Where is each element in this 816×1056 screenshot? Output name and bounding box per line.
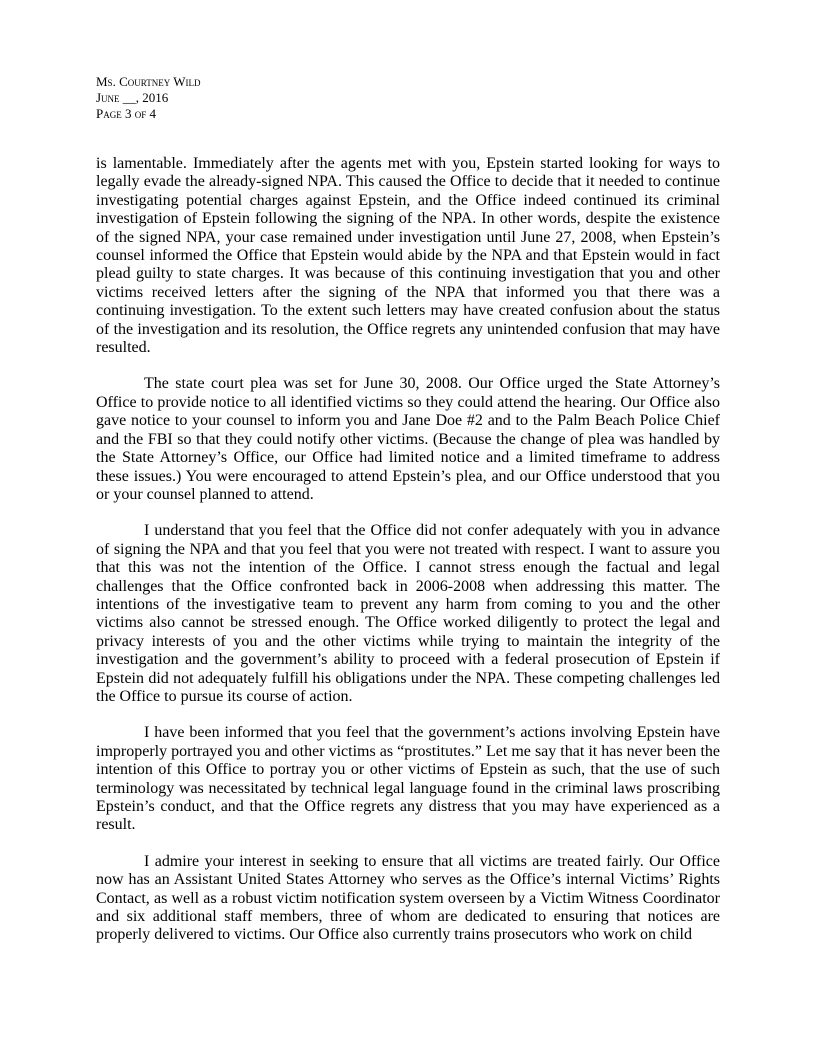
letter-header xyxy=(96,74,720,122)
paragraph-victims-rights: I admire your interest in seeking to ensure that all victims are treated fairly. Our Office now has an Assistant United States Attorney who serves as the Office’s internal Victims’ Rights Contact, as well as a robust victim notification system overseen by a Victim Witness Coordinator and six additional staff members, three of whom are dedicated to ensuring that notices are properly delivered to victims. Our Office also currently trains prosecutors who work on child xyxy=(96,852,720,944)
letter-body xyxy=(96,155,720,963)
recipient-line: Ms. Courtney Wild xyxy=(96,74,201,89)
date-line: June __, 2016 xyxy=(96,90,169,105)
paragraph-terminology: I have been informed that you feel that the government’s actions involving Epstein have improperly portrayed you and other victims as “prostitutes.” Let me say that it has never been the intention of this Office to portray you or other victims of Epstein as such, that the use of such terminology was necessitated by technical legal language found in the criminal laws proscribing Epstein’s conduct, and that the Office regrets any distress that you may have experienced as a result. xyxy=(96,724,720,834)
paragraph-conferral: I understand that you feel that the Office did not confer adequately with you in advance of signing the NPA and that you feel that you were not treated with respect. I want to assure you that this was not the intention of the Office. I cannot stress enough the factual and legal challenges that the Office confronted back in 2006-2008 when addressing this matter. The intentions of the investigative team to prevent any harm from coming to you and the other victims also cannot be stressed enough. The Office worked diligently to protect the legal and privacy interests of you and the other victims while trying to maintain the integrity of the investigation and the government’s ability to proceed with a federal prosecution of Epstein if Epstein did not adequately fulfill his obligations under the NPA. These competing challenges led the Office to pursue its course of action. xyxy=(96,522,720,705)
paragraph-continuation: is lamentable. Immediately after the agents met with you, Epstein started looking for ways to legally evade the already-signed NPA. This caused the Office to decide that it needed to continue investigating potential charges against Epstein, and the Office indeed continued its criminal investigation of Epstein following the signing of the NPA. In other words, despite the existence of the signed NPA, your case remained under investigation until June 27, 2008, when Epstein’s counsel informed the Office that Epstein would abide by the NPA and that Epstein would in fact plead guilty to state charges. It was because of this continuing investigation that you and other victims received letters after the signing of the NPA that informed you that there was a continuing investigation. To the extent such letters may have created confusion about the status of the investigation and its resolution, the Office regrets any unintended confusion that may have resulted. xyxy=(96,155,720,357)
paragraph-state-court-plea: The state court plea was set for June 30, 2008. Our Office urged the State Attorney’s Office to provide notice to all identified victims so they could attend the hearing. Our Office also gave notice to your counsel to inform you and Jane Doe #2 and to the Palm Beach Police Chief and the FBI so that they could notify other victims. (Because the change of plea was handled by the State Attorney’s Office, our Office had limited notice and a limited timeframe to address these issues.) You were encouraged to attend Epstein’s plea, and our Office understood that you or your counsel planned to attend. xyxy=(96,375,720,503)
page-number-line: Page 3 of 4 xyxy=(96,106,156,121)
